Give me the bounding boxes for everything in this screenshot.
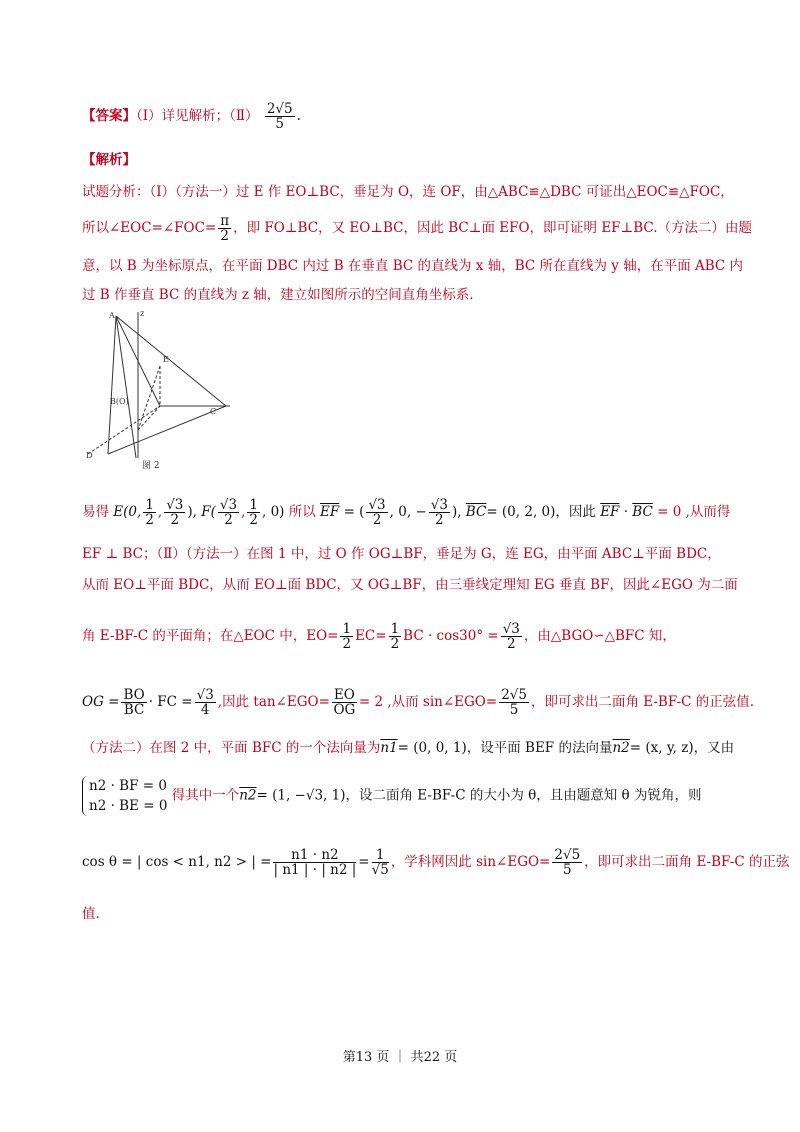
pi-over-2: $\frac{\pi}{2}$ bbox=[220, 213, 230, 244]
analysis-p3-line3: 角 E-BF-C 的平面角；在△EOC 中，EO= $\frac{1}{2}$ EC= $\frac{1}{2}$ BC · cos30° = $\frac{√3}{2}$ ，由△BGO∽△BFC 知， bbox=[82, 621, 676, 652]
analysis-p1-line4: 过 B 作垂直 BC 的直线为 z 轴，建立如图所示的空间直角坐标系. bbox=[82, 287, 474, 303]
fig-label-z: z bbox=[140, 309, 145, 318]
answer-line: 【答案】（Ⅰ）详见解析；（Ⅱ） $\frac{2√5}{5}$ . bbox=[82, 101, 301, 132]
analysis-p1-line1: 试题分析：（Ⅰ）（方法一）过 E 作 EO⊥BC，垂足为 O，连 OF，由△ABC≌△DBC 可证出△EOC≌△FOC， bbox=[82, 184, 734, 200]
analysis-p3-line1: EF ⊥ BC；（Ⅱ）（方法一）在图 1 中，过 O 作 OG⊥BF，垂足为 G，连 EG，由平面 ABC⊥平面 BDC， bbox=[82, 546, 721, 562]
answer-text: （Ⅰ）详见解析；（Ⅱ） bbox=[136, 108, 259, 124]
figure-2-diagram bbox=[80, 308, 240, 478]
analysis-p5-line: （方法二）在图 2 中，平面 BFC 的一个法向量为n1= (0, 0, 1)，设平面 BEF 的法向量n2= (x, y, z)，又由 bbox=[82, 740, 735, 756]
equation-system: n2 · BF = 0 n2 · BE = 0 bbox=[82, 776, 167, 816]
analysis-p7-line: cos θ = | cos < n1, n2 > | = $\frac{n1 \cdot n2}{| n1 | \cdot | n2 |}$ = $\frac{1}{√5}$ ，学科网因此 sin∠EGO= $\frac{2√5}{5}$ ，即可求出二面角 E-BF-C 的正弦 bbox=[82, 847, 790, 878]
page-footer: 第13 页 ｜ 共22 页 bbox=[342, 1050, 458, 1065]
analysis-p1-line3: 意，以 B 为坐标原点，在平面 DBC 内过 B 在垂直 BC 的直线为 x 轴，BC 所在直线为 y 轴，在平面 ABC 内 bbox=[82, 258, 744, 274]
analysis-p3-line2: 从而 EO⊥平面 BDC，从而 EO⊥面 BDC，又 OG⊥BF，由三垂线定理知 EG 垂直 BF，因此∠EGO 为二面 bbox=[82, 577, 738, 593]
fig-label-d: D bbox=[86, 451, 93, 460]
fig-label-e: E bbox=[163, 355, 169, 364]
fig-label-a: A bbox=[109, 311, 115, 320]
analysis-p2-line1: 易得 E(0, $\frac{1}{2}$ , $\frac{√3}{2}$ ), F( $\frac{√3}{2}$ , $\frac{1}{2}$ , 0) 所以 $\overline{EF}$ = ( $\frac{√3}{2}$ , 0, − $\frac{√3}{2}$ ), $\overline{BC}= (0$, 2, 0)，因此 $\overline{EF} \cdot \overline{BC} = 0$ ,从而得 bbox=[82, 497, 731, 528]
figure-caption: 图 2 bbox=[142, 461, 160, 471]
analysis-p8-line: 值. bbox=[82, 906, 100, 922]
answer-fraction: $\frac{2√5}{5}$ bbox=[266, 101, 293, 132]
answer-label: 【答案】 bbox=[82, 108, 136, 124]
analysis-p4-line: OG = $\frac{BO}{BC}$ · FC = $\frac{√3}{4}$ ,因此 tan∠EGO= $\frac{EO}{OG}$ = 2 ,从而 sin∠EGO= $\frac{2√5}{5}$ ，即可求出二面角 E-BF-C 的正弦值. bbox=[82, 687, 755, 718]
analysis-p1-line2: 所以∠EOC=∠FOC= $\frac{\pi}{2}$ ，即 FO⊥BC，又 EO⊥BC，因此 BC⊥面 EFO，即可证明 EF⊥BC.（方法二）由题 bbox=[82, 213, 753, 244]
fig-label-bo: B(O) bbox=[110, 397, 129, 406]
analysis-label: 【解析】 bbox=[82, 152, 136, 168]
fig-label-c: C bbox=[210, 407, 217, 416]
analysis-p6-line: n2 · BF = 0 n2 · BE = 0 得其中一个n2= (1, −√3, 1)，设二面角 E-BF-C 的大小为 θ，且由题意知 θ 为锐角，则 bbox=[82, 776, 701, 816]
